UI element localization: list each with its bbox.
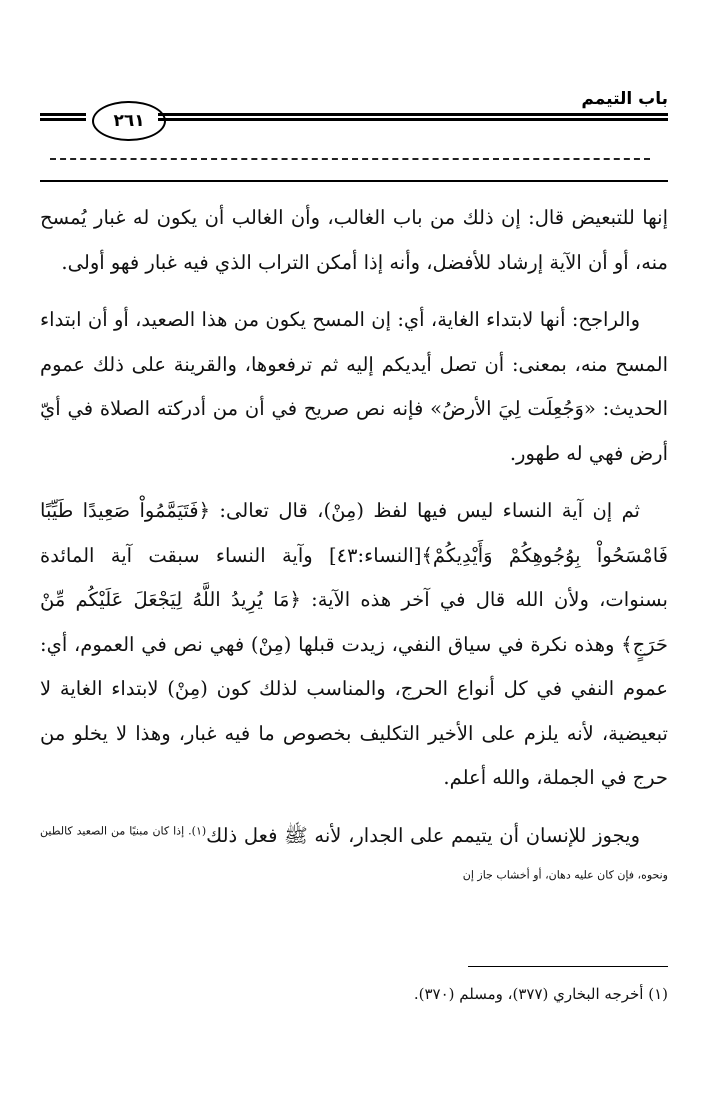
paragraph: ثم إن آية النساء ليس فيها لفظ (مِنْ)، قال تعالى: ﴿فَتَيَمَّمُواْ صَعِيدًا طَيِّبًا فَامْسَحُواْ بِوُجُوهِكُمْ وَأَيْدِيكُمْ﴾[النساء:٤٣] وآية النساء سبقت آية المائدة بسنوات، ولأن الله قال في آخر هذه الآية: ﴿مَا يُرِيدُ اللَّهُ لِيَجْعَلَ عَلَيْكُم مِّنْ حَرَجٍ﴾ وهذه نكرة في سياق النفي، زيدت قبلها (مِنْ) فهي نص في العموم، أي: عموم النفي في كل أنواع الحرج، والمناسب لذلك كون (مِنْ) لابتداء الغاية لا تبعيضية، لأنه يلزم على الأخير التكليف بخصوص ما فيه غبار، وهذا لا يخلو من حرج في الجملة، والله أعلم. (40, 499, 668, 789)
paragraph: إنها للتبعيض قال: إن ذلك من باب الغالب، وأن الغالب أن يكون له غبار يُمسح منه، أو أن الآية إرشاد للأفضل، وأنه إذا أمكن التراب الذي فيه غبار فهو أولى. (40, 206, 668, 274)
header-rule-right (158, 113, 668, 123)
footnote-ref: (١). إذا كان مبنيًا من الصعيد كالطين ونحوه، فإن كان عليه دهان، أو أخشاب جاز إن (40, 824, 668, 882)
paragraph-text: ويجوز للإنسان أن يتيمم على الجدار، لأنه ﷺ فعل ذلك (206, 823, 640, 847)
body-text (40, 196, 668, 916)
footnote-divider (468, 966, 668, 967)
paragraph (40, 814, 668, 903)
page-header (40, 85, 668, 145)
paragraph: والراجح: أنها لابتداء الغاية، أي: إن المسح يكون من هذا الصعيد، أو أن ابتداء المسح منه، بمعنى: أن تصل أيديكم إليه ثم ترفعوها، والقرينة على ذلك عموم الحديث: «وَجُعِلَت لِيَ الأرضُ» فإنه نص صريح في أن من أدركته الصلاة في أيّ أرض فهي له طهور. (40, 308, 668, 465)
footnote: (١) أخرجه البخاري (٣٧٧)، ومسلم (٣٧٠). (413, 985, 668, 1003)
page-number: ٢٦١ (113, 111, 145, 131)
dashed-divider (50, 158, 650, 160)
chapter-title: باب التيمم (581, 89, 668, 109)
header-rule-left (40, 113, 86, 123)
page-number-oval (92, 101, 166, 141)
solid-divider (40, 180, 668, 182)
